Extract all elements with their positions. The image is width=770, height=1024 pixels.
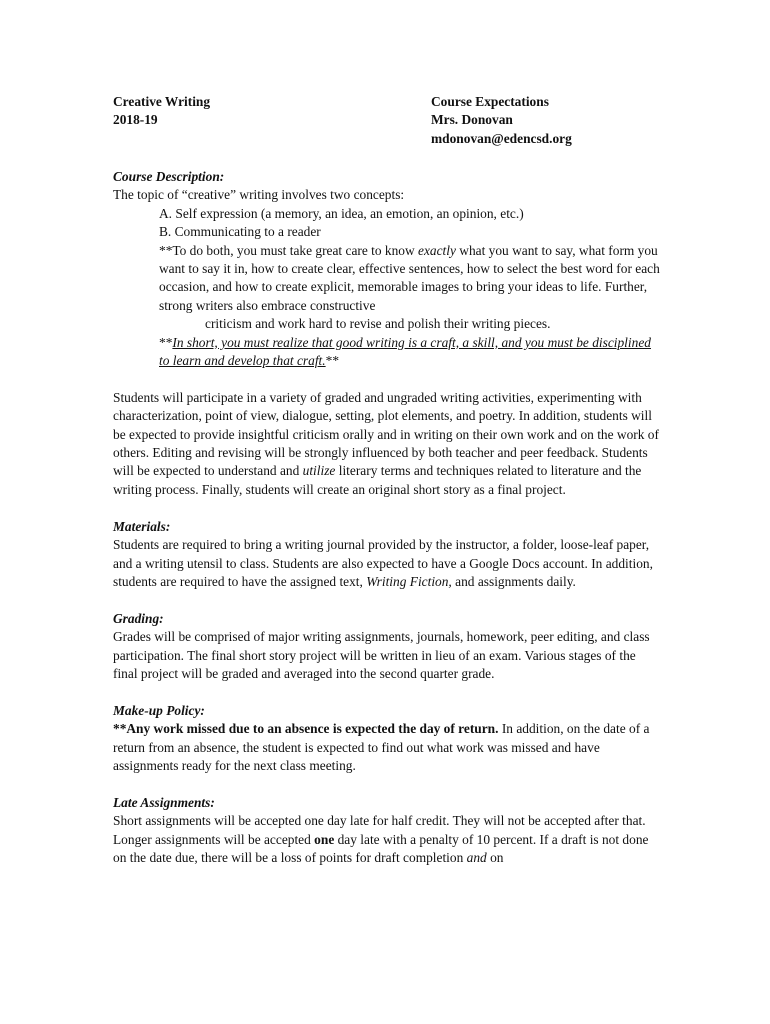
section-makeup-policy [113, 702, 661, 776]
late-paragraph: Short assignments will be accepted one day late for half credit. They will not be accepted after that. Longer assignments will be accepted one day late with a penalty of 10 percent. If a draft is not done on the date due, there will be a loss of points for draft completion and on [113, 813, 649, 865]
description-intro: The topic of “creative” writing involves two concepts: [113, 187, 405, 203]
document-body [113, 168, 661, 867]
section-materials [113, 518, 661, 592]
section-grading [113, 610, 661, 684]
course-activities-paragraph: Students will participate in a variety of graded and ungraded writing activities, experimenting with characterization, point of view, dialogue, setting, plot elements, and poetry. In addition, students will be expected to provide insightful criticism orally and in writing on their own work and on the work of others. Editing and revising will be strongly influenced by both teacher and peer feedback. Students will be expected to understand and utilize literary terms and techniques related to literature and the writing process. Finally, students will create an original short story as a final project. [113, 389, 659, 497]
header-left [113, 93, 210, 130]
craft-note-continued: criticism and work hard to revise and polish their writing pieces. [205, 316, 551, 332]
teacher-email: mdonovan@edencsd.org [431, 130, 572, 146]
craft-note: **To do both, you must take great care to know exactly what you want to say, what form you want to say it in, how to create clear, effective sentences, how to select the best word for each occasion, and how to create explicit, memorable images to bring your ideas to life. Further, strong writers also embrace constructive [159, 242, 660, 313]
section-title: Make-up Policy: [113, 702, 205, 718]
section-course-description [113, 168, 661, 499]
makeup-paragraph: **Any work missed due to an absence is expected the day of return. In addition, on the date of a return from an absence, the student is expected to find out what work was missed and have assignments ready for the next class meeting. [113, 721, 650, 773]
grading-paragraph: Grades will be comprised of major writing assignments, journals, homework, peer editing, and class participation. The final short story project will be written in lieu of an exam. Various stages of the final project will be graded and averaged into the second quarter grade. [113, 629, 650, 681]
header-right [431, 93, 572, 148]
course-name: Creative Writing [113, 94, 211, 109]
concept-item-b: B. Communicating to a reader [159, 224, 321, 240]
in-short-note: **In short, you must realize that good writing is a craft, a skill, and you must be disciplined to learn and develop that craft.** [159, 334, 651, 369]
concept-item-a: A. Self expression (a memory, an idea, an emotion, an opinion, etc.) [159, 205, 524, 221]
document-title: Course Expectations [431, 94, 549, 109]
section-title: Grading: [113, 610, 164, 626]
school-year: 2018-19 [113, 112, 158, 128]
section-late-assignments [113, 794, 661, 868]
materials-paragraph: Students are required to bring a writing journal provided by the instructor, a folder, loose-leaf paper, and a writing utensil to class. Students are also expected to have a Google Docs account. In addition, students are required to have the assigned text, Writing Fiction, and assignments daily. [113, 537, 653, 589]
section-title: Course Description: [113, 169, 225, 184]
section-title: Materials: [113, 518, 171, 534]
section-title: Late Assignments: [113, 794, 215, 810]
teacher-name: Mrs. Donovan [431, 112, 513, 128]
